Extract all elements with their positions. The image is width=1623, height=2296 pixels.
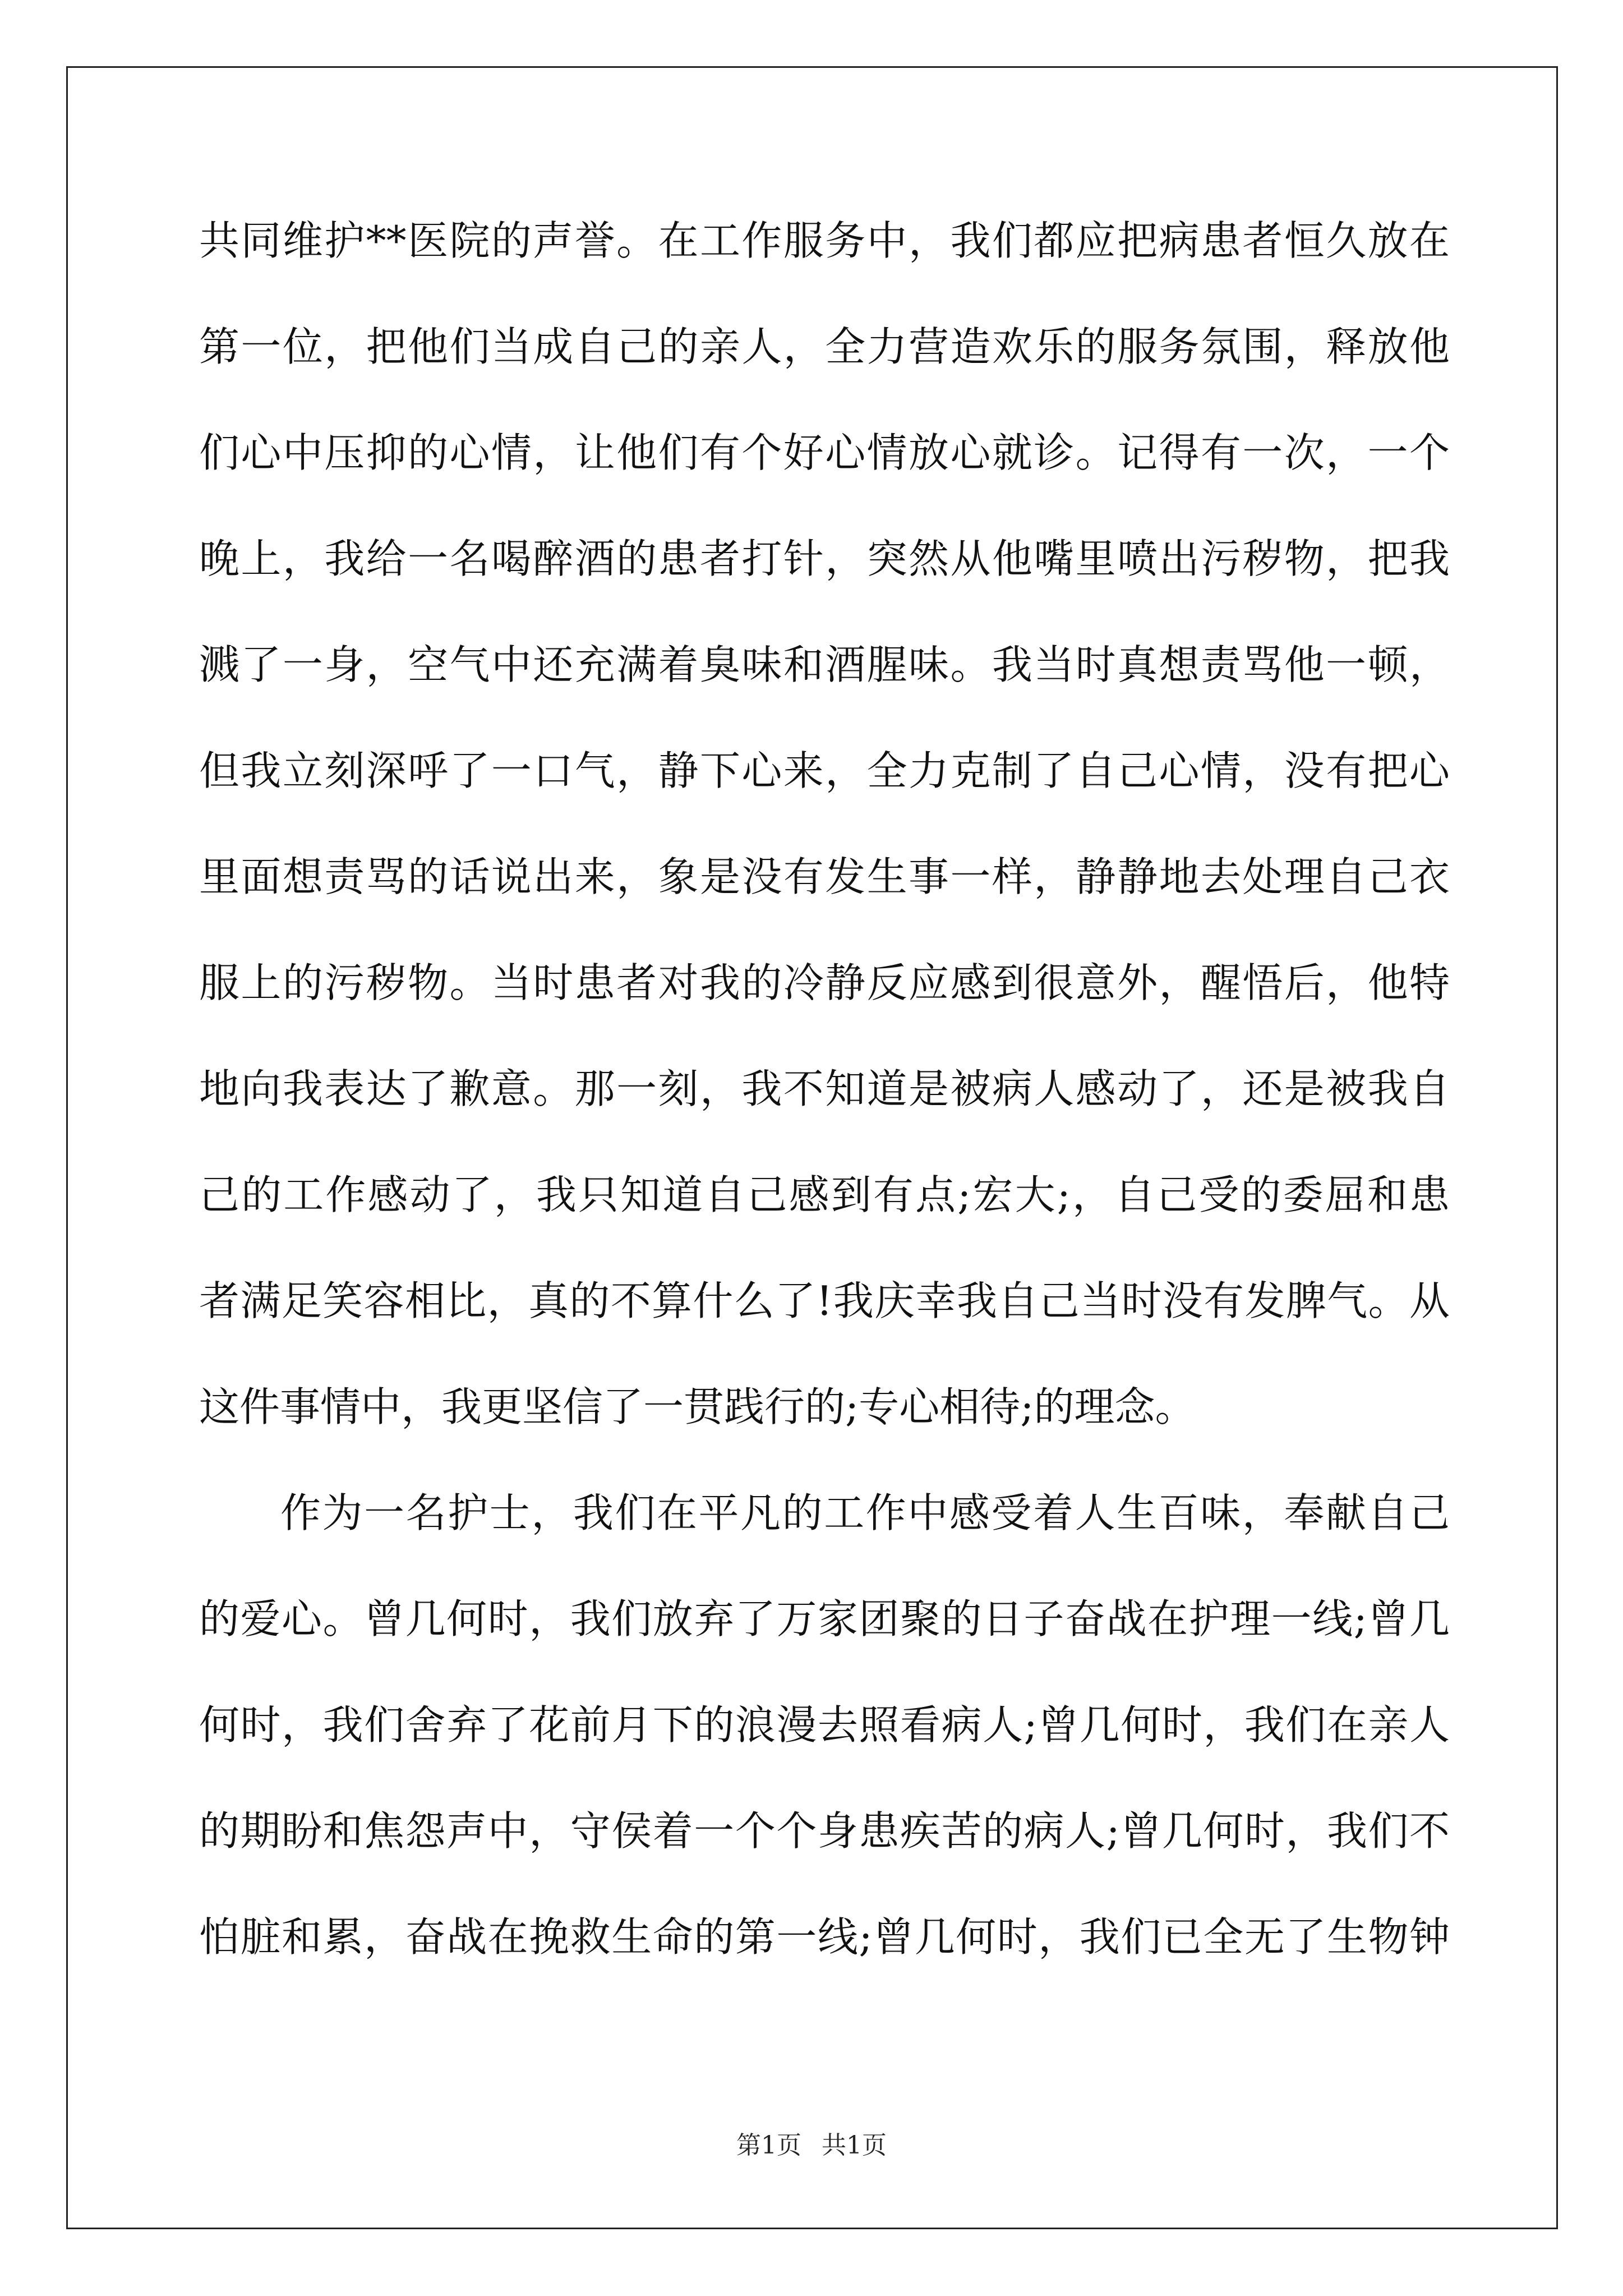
text-line-6: 但我立刻深呼了一口气，静下心来，全力克制了自己心情，没有把心 [199, 747, 1450, 794]
text-line-1: 共同维护**医院的声誉。在工作服务中，我们都应把病患者恒久放在 [199, 217, 1450, 264]
page-footer [0, 2132, 1623, 2160]
text-line-5: 溅了一身，空气中还充满着臭味和酒腥味。我当时真想责骂他一顿， [199, 641, 1450, 688]
text-line-13: 作为一名护士，我们在平凡的工作中感受着人生百味，奉献自己 [280, 1489, 1450, 1536]
text-line-11: 者满足笑容相比，真的不算什么了!我庆幸我自己当时没有发脾气。从 [199, 1277, 1450, 1324]
text-line-17: 怕脏和累，奋战在挽救生命的第一线;曾几何时，我们已全无了生物钟 [199, 1913, 1450, 1961]
text-line-4: 晚上，我给一名喝醉酒的患者打针，突然从他嘴里喷出污秽物，把我 [199, 535, 1450, 582]
text-line-3: 们心中压抑的心情，让他们有个好心情放心就诊。记得有一次，一个 [199, 429, 1450, 476]
text-line-7: 里面想责骂的话说出来，象是没有发生事一样，静静地去处理自己衣 [199, 853, 1450, 900]
text-line-10: 己的工作感动了，我只知道自己感到有点;宏大;，自己受的委屈和患 [199, 1171, 1450, 1218]
text-line-16: 的期盼和焦怨声中，守侯着一个个身患疾苦的病人;曾几何时，我们不 [199, 1807, 1450, 1855]
text-line-15: 何时，我们舍弃了花前月下的浪漫去照看病人;曾几何时，我们在亲人 [199, 1701, 1450, 1749]
page-total: 共1页 [822, 2131, 887, 2160]
text-line-12: 这件事情中，我更坚信了一贯践行的;专心相待;的理念。 [199, 1383, 1196, 1430]
text-line-2: 第一位，把他们当成自己的亲人，全力营造欢乐的服务氛围，释放他 [199, 323, 1450, 370]
document-body [199, 217, 1450, 2023]
page-number: 第1页 [736, 2131, 801, 2160]
text-line-14: 的爱心。曾几何时，我们放弃了万家团聚的日子奋战在护理一线;曾几 [199, 1595, 1450, 1642]
text-line-9: 地向我表达了歉意。那一刻，我不知道是被病人感动了，还是被我自 [199, 1065, 1450, 1112]
text-line-8: 服上的污秽物。当时患者对我的冷静反应感到很意外，醒悟后，他特 [199, 959, 1450, 1006]
